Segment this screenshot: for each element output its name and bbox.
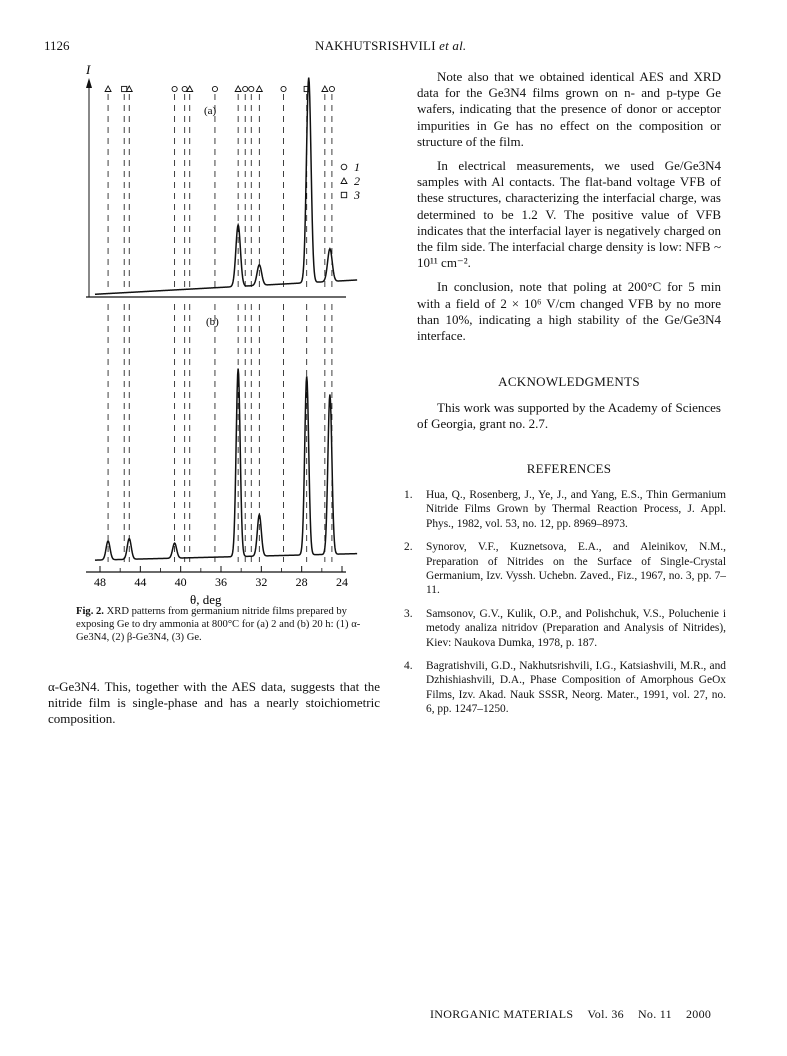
- legend-triangle-icon: [341, 178, 347, 184]
- journal-issue: No. 11: [637, 1007, 672, 1021]
- legend-square-icon: [341, 192, 346, 197]
- x-tick-label: 36: [215, 575, 227, 589]
- journal-name: INORGANIC MATERIALS: [430, 1007, 574, 1021]
- figure-caption: [76, 606, 366, 644]
- reference-number: 4.: [404, 660, 413, 673]
- y-axis-arrow: [86, 78, 92, 88]
- xrd-figure: [78, 62, 378, 608]
- page-footer: [430, 1007, 711, 1022]
- x-tick-label: 48: [94, 575, 106, 589]
- journal-year: 2000: [685, 1007, 712, 1021]
- acknowledgments-heading: ACKNOWLEDGMENTS: [498, 374, 640, 389]
- x-tick-label: 32: [255, 575, 268, 589]
- legend-label-1: 1: [354, 160, 360, 174]
- legend-circle-icon: [341, 164, 347, 170]
- legend: [341, 160, 360, 202]
- phase-1-marker: [212, 86, 217, 91]
- right-column-body: [417, 69, 721, 344]
- phase-1-marker: [172, 86, 177, 91]
- phase-3-marker: [122, 86, 127, 91]
- legend-label-2: 2: [354, 174, 360, 188]
- acknowledgments-paragraph: This work was supported by the Academy of Sciences of Georgia, grant no. 2.7.: [417, 400, 721, 432]
- x-tick-label: 44: [134, 575, 147, 589]
- reference-number: 3.: [404, 607, 413, 620]
- running-head-authors: NAKHUTSRISHVILI: [315, 38, 436, 53]
- phase-2-marker: [235, 86, 241, 92]
- phase-2-marker: [105, 86, 111, 92]
- reference-text: Samsonov, G.V., Kulik, O.P., and Polishchuk, V.S., Poluchenie i metody analiza nitridov (Preparation and Analysis of Nitrides), Kiev: Naukova Dumka, 1978, p. 187.: [426, 607, 726, 649]
- reference-number: 2.: [404, 541, 413, 554]
- xrd-curve-a: [95, 78, 357, 295]
- x-tick-label: 40: [174, 575, 187, 589]
- y-axis-label: I: [86, 62, 91, 77]
- reference-text: Bagratishvili, G.D., Nakhutsrishvili, I.G., Katsiashvili, M.R., and Dzhishiashvili, D.A., Phase Composition of Amorphous GeOx Films, Izv. Akad. Nauk SSSR, Neorg. Mater., 1991, vol. 27, no. 6, pp. 1247–1250.: [426, 660, 726, 716]
- journal-volume: Vol. 36: [587, 1007, 624, 1021]
- acknowledgments-text: [417, 400, 721, 432]
- paragraph-2: In electrical measurements, we used Ge/Ge3N4 samples with Al contacts. The flat-band voltage VFB of these structures, characterizing the interfacial charge, was determined to be 1.2 V. The positive value of VFB indicates that the interfacial layer is negatively charged on the film side. The interfacial charge density is low: NFB ~ 10¹¹ cm⁻².: [417, 158, 721, 271]
- reference-item: [404, 607, 726, 650]
- phase-1-marker: [243, 86, 248, 91]
- phase-1-marker: [249, 86, 254, 91]
- reference-item: [404, 540, 726, 598]
- page-number: 1126: [44, 38, 70, 53]
- reference-text: Synorov, V.F., Kuznetsova, E.A., and Aleinikov, N.M., Preparation of Nitrides on the Surface of Single-Crystal Germanium, Izv. Vyssh. Uchebn. Zaved., Fiz., 1967, no. 3, pp. 7–11.: [426, 541, 726, 597]
- panel-b-label: (b): [206, 316, 219, 328]
- paragraph-3: In conclusion, note that poling at 200°C for 5 min with a field of 2 × 10⁶ V/cm changed VFB by no more than 10%, indicating a high stability of the Ge/Ge3N4 interface.: [417, 279, 721, 344]
- reference-text: Hua, Q., Rosenberg, J., Ye, J., and Yang, E.S., Thin Germanium Nitride Films Grown by Thermal Reaction Process, J. Appl. Phys., 1982, vol. 53, no. 12, pp. 8969–8973.: [426, 489, 726, 530]
- phase-2-marker: [322, 86, 328, 92]
- left-column-text: α-Ge3N4. This, together with the AES data, suggests that the nitride film is single-phase and has a nearly stoichiometric composition.: [48, 679, 380, 727]
- references-heading: REFERENCES: [526, 461, 612, 476]
- x-tick-label: 24: [336, 575, 348, 589]
- x-axis-ticks: [94, 566, 348, 589]
- paragraph-1: Note also that we obtained identical AES and XRD data for the Ge3N4 films grown on n- and p-type Ge wafers, indicating that the presence of donor or acceptor impurities in Ge has no effect on the composition or structure of the film.: [417, 69, 721, 149]
- panel-a-label: (a): [204, 105, 217, 117]
- caption-text: XRD patterns from germanium nitride films prepared by exposing Ge to dry ammonia at 800°C for (a) 2 and (b) 20 h: (1) α-Ge3N4, (2) β-Ge3N4, (3) Ge.: [76, 606, 361, 643]
- reference-number: 1.: [404, 489, 413, 501]
- phase-2-marker: [256, 86, 262, 92]
- x-tick-label: 28: [295, 575, 308, 589]
- phase-1-marker: [182, 86, 187, 91]
- legend-label-3: 3: [354, 188, 360, 202]
- reference-item: [404, 659, 726, 717]
- xrd-curves: [95, 78, 357, 561]
- reference-lines: [105, 86, 334, 562]
- caption-label: Fig. 2.: [76, 606, 104, 617]
- running-head: [315, 38, 466, 54]
- x-axis-label: θ, deg: [190, 592, 222, 607]
- reference-item: [404, 488, 726, 531]
- reference-list: [404, 488, 726, 726]
- phase-1-marker: [329, 86, 334, 91]
- xrd-curve-b: [95, 369, 357, 561]
- running-head-etal: et al.: [439, 38, 467, 53]
- phase-1-marker: [281, 86, 286, 91]
